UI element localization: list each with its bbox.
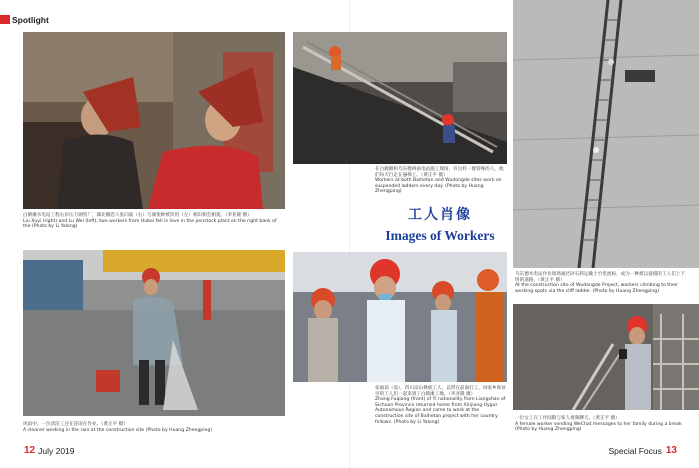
caption-welders: 白鹤滩水电站工程右岸压力钢管厂，湖北籍恋人张向波（右）与颜悦欧被饮用（左）相识相会相爱。（李亚隆 摄） Liu Xuyi (right) and Lu Wei (left), two workers from Hubei fell in love in the penstock plant on the right bank of the (Photo by Li Yalong) xyxy=(23,213,277,230)
section-label: Spotlight xyxy=(12,14,49,25)
photo-cleaner xyxy=(23,250,285,416)
caption-group-workers: 张福琼（前），四川凉山彝族工人，以带在前面打工，回家乡和贫穷的工人们一起来到了白鹤滩工地。（李亚隆 摄） Zhang Fuqiong (front) of Yi nationality from Liangshan of Sichuan Province returned home from Xinjiang Uygur Autonomous Region and came to work at the construction site of Baihetan project with her country fellows. (Photo by Li Yalong) xyxy=(375,386,506,425)
photo-cliff-ladder xyxy=(513,0,699,268)
column-name: Special Focus xyxy=(608,445,662,456)
footer-right xyxy=(608,445,677,456)
caption-ladder-workers: 在白鹤滩和乌东德两座电站施工现场，有这样一群特殊的人，他们每天行走在悬梯上。（黄正平 摄） Workers at both Baihetan and Wudongde sites work on suspended ladders every day. (Photo by Huang Zhengping) xyxy=(375,167,504,195)
photo-welders xyxy=(23,32,285,209)
issue-date: July 2019 xyxy=(38,445,75,456)
section-tag-bar xyxy=(0,15,10,24)
footer-left xyxy=(24,445,75,456)
photo-ladder-workers xyxy=(293,32,507,164)
caption-phone-worker: 一位女工在工作间隙与家人视频聊天。（黄正平 摄） A female worker sending WeChat messages to her family during a break (Photo by Huang Zhengping) xyxy=(515,416,682,433)
caption-cleaner: 风雨中，一位清洁工还在冒雨在作业。（黄正平 摄） A cleaner working in the rain at the construction site (Photo by Huang Zhengping) xyxy=(23,422,213,433)
feature-title-cn: 工人肖像 xyxy=(408,208,472,223)
section-tag xyxy=(0,13,60,26)
page-number-left: 12 xyxy=(24,445,36,456)
feature-title xyxy=(370,204,510,244)
caption-cliff-ladder: 乌东德水电站作业现场通过砂石料运输土竹里流标，成为一种难以捉摸的工人们上下班的道路。（黄正平 摄） At the construction site of Wudongde Project, workers climbing to their working spots via the cliff ladder. (Photo by Huang Zhengping) xyxy=(515,272,685,294)
page-number-right: 13 xyxy=(665,445,677,456)
photo-phone-worker xyxy=(513,304,699,410)
photo-group-workers xyxy=(293,252,507,382)
feature-title-en: Images of Workers xyxy=(385,228,495,243)
